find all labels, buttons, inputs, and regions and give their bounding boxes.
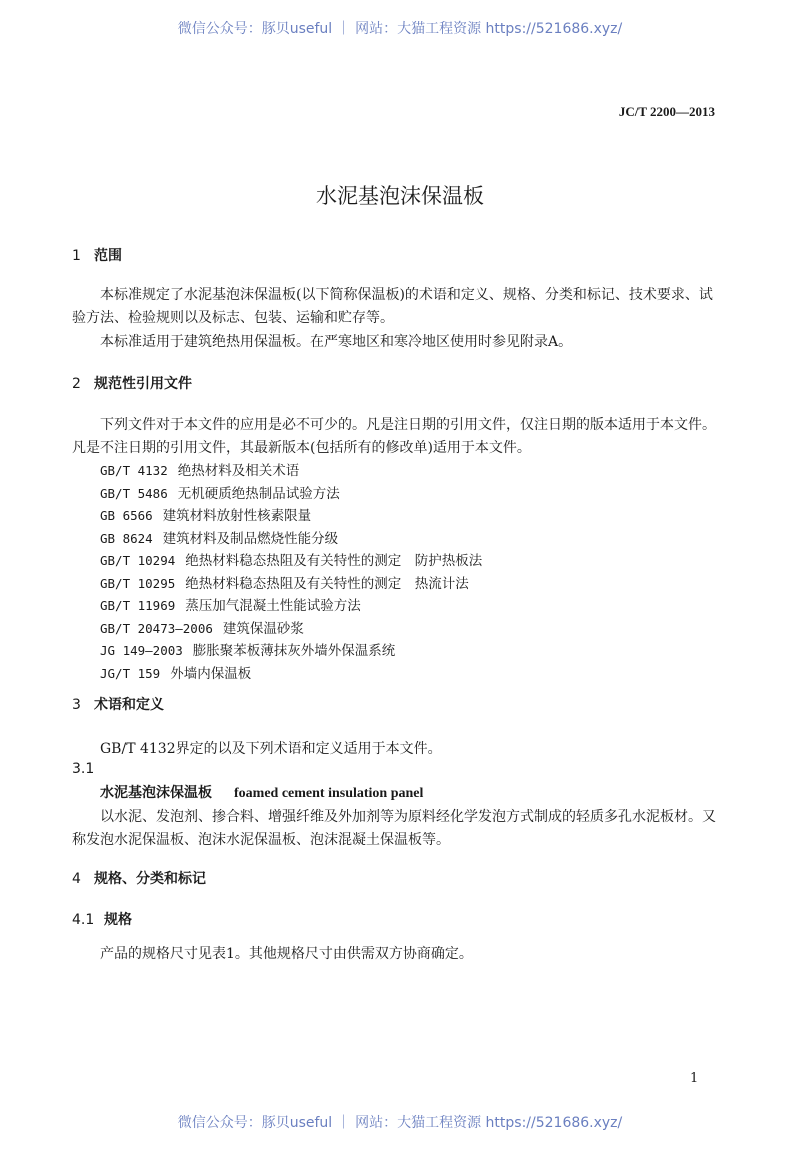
- reference-title: 建筑保温砂浆: [222, 620, 304, 637]
- reference-title: 绝热材料及相关术语: [177, 463, 300, 479]
- reference-item: [100, 573, 482, 596]
- reference-title: 膨胀聚苯板薄抹灰外墙外保温系统: [192, 643, 396, 659]
- section-1-heading: [72, 246, 122, 266]
- reference-item: [100, 618, 482, 641]
- reference-code: JG 149—2003: [100, 643, 183, 658]
- watermark-bottom: 微信公众号：豚贝useful ｜ 网站：大猫工程资源 https://521686.xyz/: [177, 1115, 623, 1131]
- term-name-zh: 水泥基泡沫保温板: [100, 785, 212, 801]
- term-number: 3.1: [72, 761, 95, 777]
- section-2-heading: [72, 374, 192, 394]
- subsection-4-1-paragraph: 产品的规格尺寸见表1。其他规格尺寸由供需双方协商确定。: [100, 946, 473, 962]
- reference-code: GB/T 20473—2006: [100, 620, 213, 636]
- reference-item: [100, 595, 482, 618]
- section-title: 术语和定义: [94, 697, 164, 713]
- section-title: 规范性引用文件: [94, 376, 192, 392]
- section-1-paragraph-2: 本标准适用于建筑绝热用保温板。在严寒地区和寒冷地区使用时参见附录A。: [100, 334, 573, 350]
- reference-item: [100, 528, 482, 551]
- watermark-top: 微信公众号：豚贝useful ｜ 网站：大猫工程资源 https://521686.xyz/: [177, 21, 623, 37]
- page-number: 1: [690, 1071, 699, 1086]
- reference-code: GB 8624: [100, 530, 153, 546]
- section-number: 3: [72, 697, 81, 713]
- term-name-en: foamed cement insulation panel: [234, 786, 424, 801]
- reference-title: 绝热材料稳态热阻及有关特性的测定 热流计法: [185, 575, 469, 592]
- section-1-paragraph-1: 本标准规定了水泥基泡沫保温板(以下简称保温板)的术语和定义、规格、分类和标记、技术要求、试验方法、检验规则以及标志、包装、运输和贮存等。: [72, 287, 713, 326]
- reference-code: JG/T 159: [100, 665, 161, 681]
- normative-reference-list: [100, 460, 482, 685]
- section-number: 2: [72, 376, 81, 392]
- reference-code: GB/T 11969: [100, 598, 176, 613]
- reference-title: 建筑材料及制品燃烧性能分级: [162, 530, 339, 547]
- section-3-heading: [72, 695, 164, 715]
- section-title: 规格、分类和标记: [94, 871, 206, 887]
- subsection-number: 4.1: [72, 912, 95, 928]
- reference-item: [100, 640, 482, 663]
- reference-code: GB/T 10295: [100, 575, 176, 591]
- reference-code: GB/T 4132: [100, 463, 168, 478]
- section-number: 1: [72, 248, 81, 264]
- section-4-heading: [72, 869, 206, 889]
- reference-item: [100, 663, 482, 686]
- reference-title: 蒸压加气混凝土性能试验方法: [185, 598, 361, 614]
- section-3-paragraph: GB/T 4132界定的以及下列术语和定义适用于本文件。: [100, 741, 442, 757]
- reference-title: 无机硬质绝热制品试验方法: [177, 485, 340, 502]
- reference-title: 绝热材料稳态热阻及有关特性的测定 防护热板法: [185, 553, 483, 569]
- section-2-paragraph: 下列文件对于本文件的应用是必不可少的。凡是注日期的引用文件，仅注日期的版本适用于本文件。凡是不注日期的引用文件，其最新版本(包括所有的修改单)适用于本文件。: [72, 417, 716, 456]
- reference-code: GB 6566: [100, 508, 153, 523]
- standard-number: JC/T 2200—2013: [618, 104, 715, 119]
- reference-code: GB/T 5486: [100, 485, 168, 501]
- term-definition: 以水泥、发泡剂、掺合料、增强纤维及外加剂等为原料经化学发泡方式制成的轻质多孔水泥板材。又称发泡水泥保温板、泡沫水泥保温板、泡沫混凝土保温板等。: [72, 809, 716, 848]
- reference-title: 建筑材料放射性核素限量: [162, 508, 312, 524]
- reference-item: [100, 483, 482, 506]
- section-number: 4: [72, 871, 81, 887]
- subsection-title: 规格: [104, 912, 132, 928]
- term-heading: [100, 782, 423, 802]
- reference-code: GB/T 10294: [100, 553, 176, 568]
- reference-title: 外墙内保温板: [170, 665, 252, 682]
- subsection-4-1-heading: [72, 910, 132, 930]
- document-title: 水泥基泡沫保温板: [316, 184, 484, 208]
- reference-item: [100, 505, 482, 528]
- section-title: 范围: [94, 248, 122, 264]
- reference-item: [100, 550, 482, 573]
- reference-item: [100, 460, 482, 483]
